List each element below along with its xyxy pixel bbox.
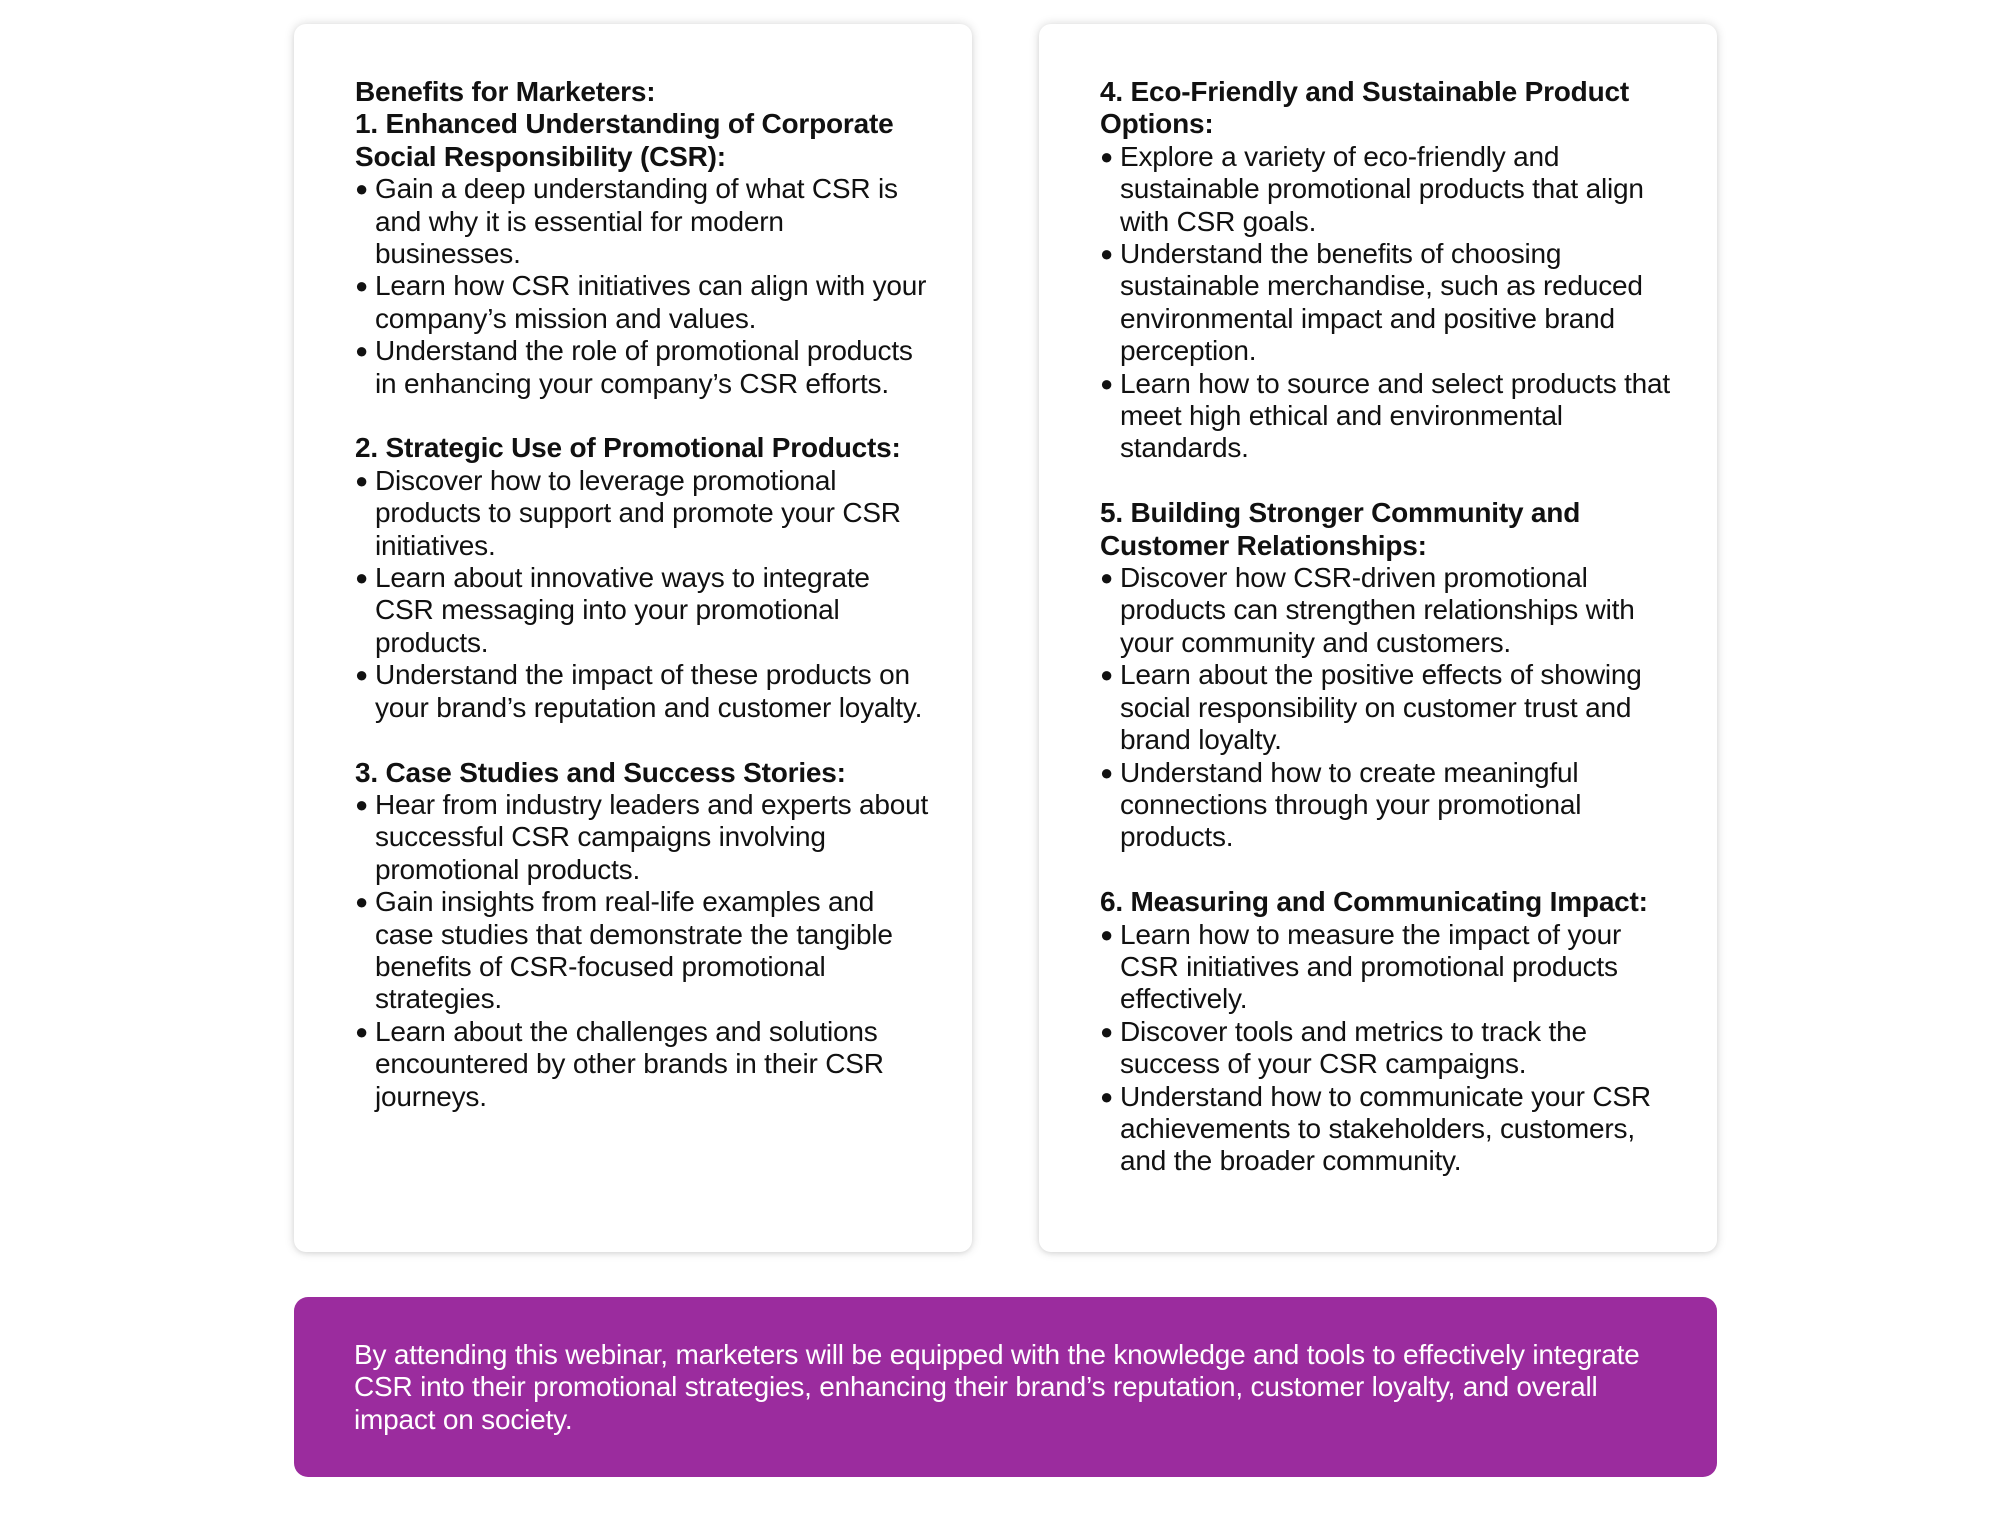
benefits-section-2 [355,432,932,724]
bullet-icon: ● [1100,921,1114,947]
benefits-title: Benefits for Marketers: [355,76,656,107]
list-item: ● Discover how to leverage promotional products to support and promote your CSR initiatives. [355,464,901,561]
bullet-icon: ● [1100,143,1114,169]
bullet-icon: ● [355,791,369,817]
list-item: ● Learn about the positive effects of showing social responsibility on customer trust and brand loyalty. [1100,659,1642,756]
benefits-section-3 [355,757,932,1113]
bullet-icon: ● [355,176,369,202]
bullet-icon: ● [355,467,369,493]
benefits-card-right [1039,24,1717,1252]
section-heading: 3. Case Studies and Success Stories: [355,756,846,788]
bullet-icon: ● [355,1018,369,1044]
bullet-icon: ● [355,338,369,364]
list-item: ● Learn how to source and select products that meet high ethical and environmental standards. [1100,367,1670,464]
bullet-list [355,789,932,1113]
benefits-section-4 [1100,76,1677,465]
bullet-icon: ● [1100,370,1114,396]
list-item: ● Understand how to create meaningful connections through your promotional products. [1100,756,1582,853]
section-heading: 2. Strategic Use of Promotional Products: [355,432,901,464]
benefits-card-left [294,24,972,1252]
section-heading: 1. Enhanced Understanding of Corporate Social Responsibility (CSR): [355,108,894,172]
bullet-icon: ● [355,273,369,299]
bullet-icon: ● [1100,662,1114,688]
bullet-icon: ● [1100,241,1114,267]
benefits-section-5 [1100,497,1677,853]
section-heading: 4. Eco-Friendly and Sustainable Product Options: [1100,76,1629,140]
bullet-list [355,173,932,400]
list-item: ● Explore a variety of eco-friendly and sustainable promotional products that align with CSR goals. [1100,140,1644,237]
benefits-section-1 [355,76,932,400]
list-item: ● Learn about the challenges and solutions encountered by other brands in their CSR journeys. [355,1015,884,1112]
list-item: ● Learn how CSR initiatives can align with your company’s mission and values. [355,270,927,334]
bullet-icon: ● [1100,565,1114,591]
bullet-icon: ● [355,889,369,915]
summary-banner [294,1297,1717,1477]
summary-text: By attending this webinar, marketers will be equipped with the knowledge and tools to effectively integrate CSR into their promotional strategies, enhancing their brand’s reputation, customer loyalty, and overall impact on society. [354,1339,1640,1435]
list-item: ● Hear from industry leaders and experts about successful CSR campaigns involving promotional products. [355,788,929,885]
bullet-list [1100,919,1677,1178]
bullet-list [1100,562,1677,854]
bullet-icon: ● [355,662,369,688]
bullet-icon: ● [355,565,369,591]
list-item: ● Discover how CSR-driven promotional products can strengthen relationships with your community and customers. [1100,562,1635,658]
list-item: ● Understand the role of promotional products in enhancing your company’s CSR efforts. [355,335,913,399]
list-item: ● Discover tools and metrics to track the success of your CSR campaigns. [1100,1015,1587,1080]
list-item: ● Gain insights from real-life examples and case studies that demonstrate the tangible benefits of CSR-focused promotional strategies. [355,886,893,1015]
section-heading: 5. Building Stronger Community and Customer Relationships: [1100,497,1581,561]
bullet-icon: ● [1100,1083,1114,1109]
list-item: ● Learn about innovative ways to integrate CSR messaging into your promotional products. [355,562,870,658]
bullet-list [355,465,932,724]
bullet-list [1100,141,1677,465]
list-item: ● Learn how to measure the impact of your CSR initiatives and promotional products effectively. [1100,918,1622,1015]
bullet-icon: ● [1100,1018,1114,1044]
section-heading: 6. Measuring and Communicating Impact: [1100,886,1648,918]
bullet-icon: ● [1100,759,1114,785]
list-item: ● Understand how to communicate your CSR achievements to stakeholders, customers, and the broader community. [1100,1080,1651,1177]
list-item: ● Understand the benefits of choosing sustainable merchandise, such as reduced environmental impact and positive brand perception. [1100,238,1643,367]
list-item: ● Gain a deep understanding of what CSR is and why it is essential for modern businesses. [355,173,898,270]
benefits-section-6 [1100,886,1677,1178]
list-item: ● Understand the impact of these products on your brand’s reputation and customer loyalty. [355,659,923,723]
